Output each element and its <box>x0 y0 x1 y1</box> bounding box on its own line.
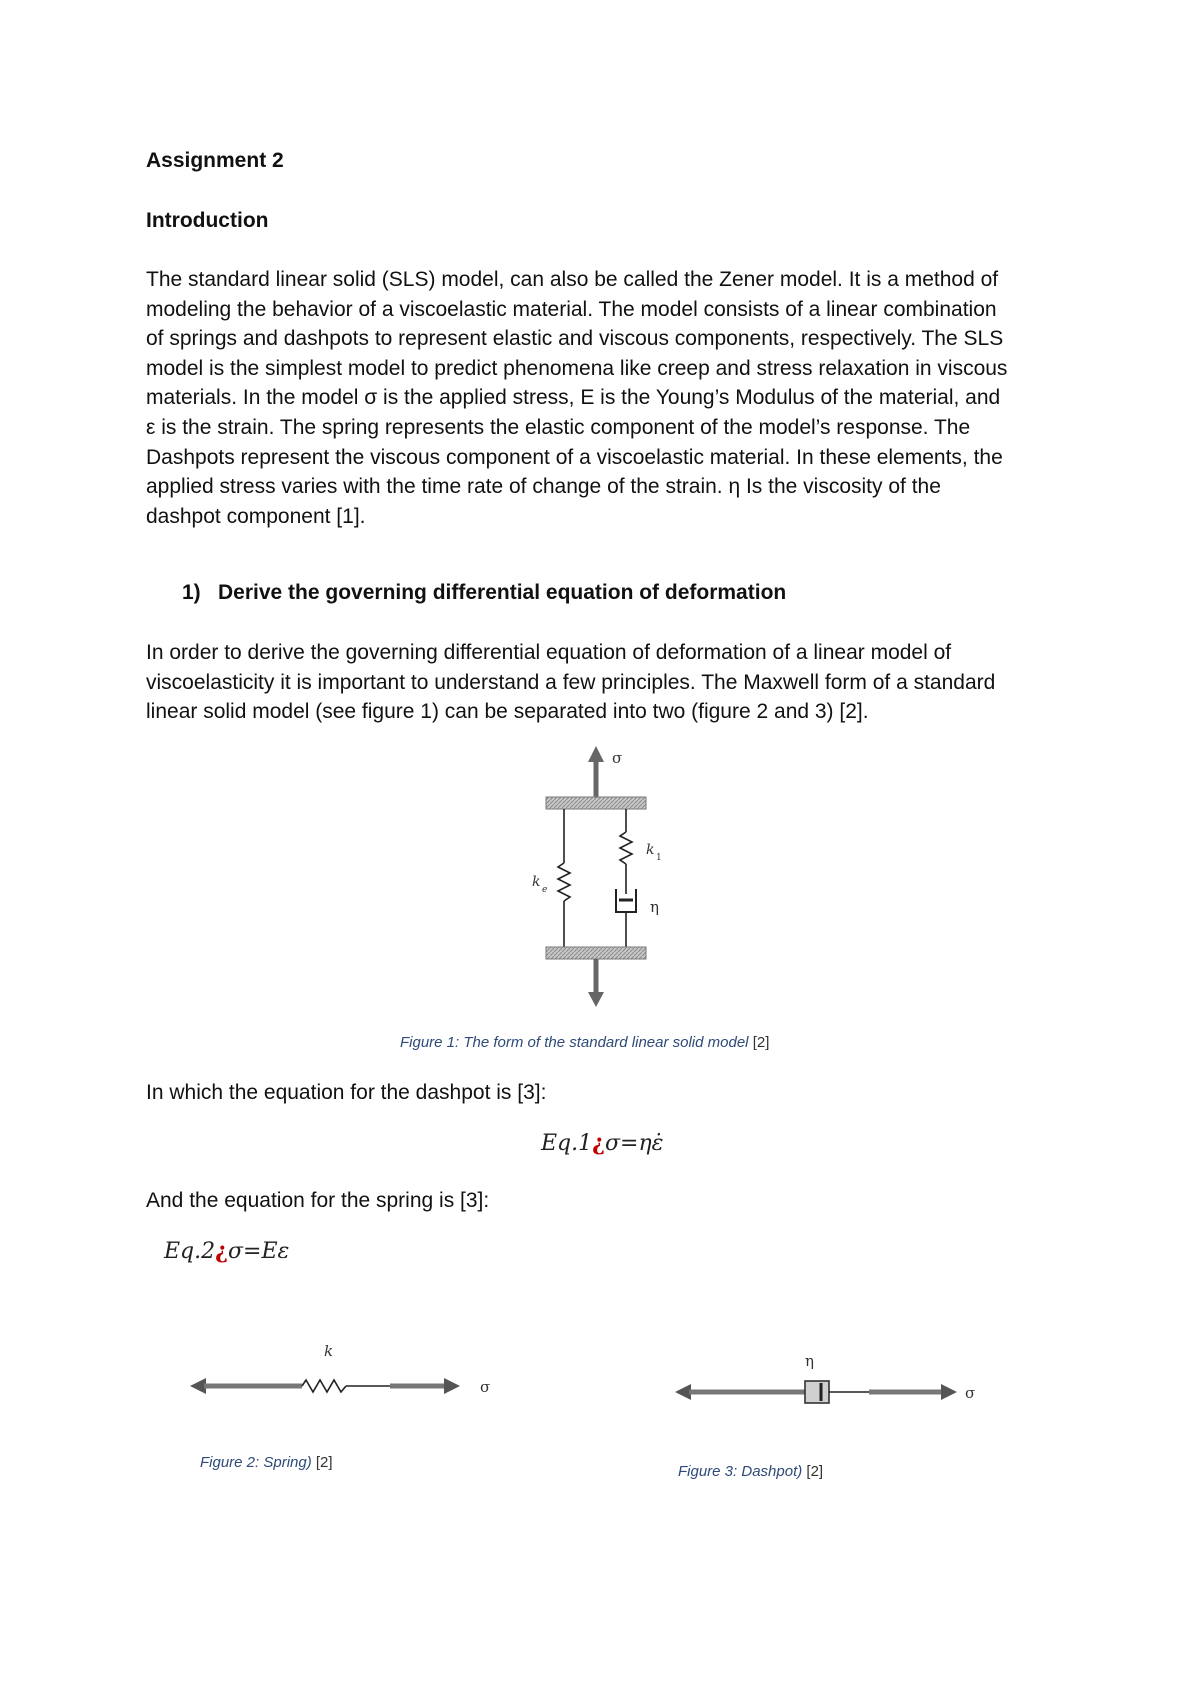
intro-line: materials. In the model σ is the applied stress, E is the Young’s Modulus of the material, and <box>146 386 1001 410</box>
eta-label: η <box>650 898 659 916</box>
figure-2-caption <box>200 1454 333 1471</box>
equation-2 <box>164 1238 289 1264</box>
intro-line: model is the simplest model to predict phenomena like creep and stress relaxation in viscous <box>146 356 1008 380</box>
top-plate <box>546 797 646 809</box>
top-arrow-head <box>588 746 604 762</box>
sigma-label: σ <box>612 749 623 767</box>
eq1-mark: ¿ <box>592 1130 606 1156</box>
dashpot-eta <box>616 889 636 947</box>
introduction-paragraph <box>146 265 1076 531</box>
figure-1-caption <box>400 1034 769 1051</box>
derivation-line: viscoelasticity it is important to understand a few principles. The Maxwell form of a standard <box>146 670 996 694</box>
figure-2-caption-ref: [2] <box>315 1454 333 1471</box>
intro-line: applied stress varies with the time rate of change of the strain. η Is the viscosity of the <box>146 475 941 499</box>
eq2-prefix: Eq.2 <box>164 1239 216 1264</box>
figure-2-sigma-label: σ <box>480 1378 491 1396</box>
assignment-title: Assignment 2 <box>146 149 284 172</box>
eq1-prefix: Eq.1 <box>541 1131 593 1156</box>
figure-3-sigma-label: σ <box>965 1384 976 1402</box>
figure-2-caption-text: Figure 2: Spring) <box>200 1454 312 1471</box>
question-1-heading: Derive the governing differential equation of deformation <box>218 581 787 604</box>
k-label: k <box>324 1342 334 1360</box>
figure-1-sls-diagram <box>530 744 690 1014</box>
figure-3-caption <box>678 1463 823 1480</box>
spring-equation-intro: And the equation for the spring is [3]: <box>146 1189 490 1212</box>
dashpot-cylinder <box>805 1381 829 1403</box>
figure-3-caption-ref: [2] <box>806 1463 824 1480</box>
eq1-body: σ=ηε̇ <box>605 1131 664 1156</box>
figure-3-caption-text: Figure 3: Dashpot) <box>678 1463 803 1480</box>
eq2-mark: ¿ <box>215 1238 229 1264</box>
left-arrow-head <box>190 1378 206 1394</box>
dashpot-equation-intro: In which the equation for the dashpot is [3]: <box>146 1081 547 1104</box>
left-arrow-head <box>675 1384 691 1400</box>
figure-1-caption-text: Figure 1: The form of the standard linear solid model <box>400 1034 749 1051</box>
eq2-body: σ=Eε <box>228 1239 290 1264</box>
derivation-line: linear solid model (see figure 1) can be separated into two (figure 2 and 3) [2]. <box>146 700 869 724</box>
intro-line: ε is the strain. The spring represents the elastic component of the model’s response. The <box>146 415 971 439</box>
introduction-heading: Introduction <box>146 209 269 232</box>
bottom-arrow-head <box>588 992 604 1007</box>
equation-1 <box>541 1130 663 1156</box>
k1-label: k <box>646 842 655 858</box>
right-arrow-head <box>941 1384 957 1400</box>
figure-3-eta-label: η <box>805 1352 814 1370</box>
bottom-plate <box>546 947 646 959</box>
figure-2-spring-diagram <box>190 1340 500 1410</box>
intro-line: The standard linear solid (SLS) model, can also be called the Zener model. It is a method of <box>146 268 999 291</box>
k1-subscript: 1 <box>656 853 662 863</box>
figure-1-caption-ref: [2] <box>752 1034 770 1051</box>
intro-line: modeling the behavior of a viscoelastic material. The model consists of a linear combination <box>146 297 997 321</box>
derivation-paragraph <box>146 638 1076 727</box>
intro-line: dashpot component [1]. <box>146 504 366 528</box>
spring-k1 <box>620 809 632 894</box>
spring-ke <box>558 809 570 947</box>
ke-label: k <box>532 874 541 890</box>
figure-3-dashpot-diagram <box>675 1350 985 1420</box>
question-1-number: 1) <box>182 581 201 604</box>
right-arrow-head <box>444 1378 460 1394</box>
derivation-line: In order to derive the governing differential equation of deformation of a linear model of <box>146 641 952 664</box>
intro-line: Dashpots represent the viscous component of a viscoelastic material. In these elements, the <box>146 445 1003 469</box>
intro-line: of springs and dashpots to represent elastic and viscous components, respectively. The SLS <box>146 327 1004 351</box>
spring-coil <box>302 1380 346 1392</box>
ke-subscript: e <box>542 885 548 895</box>
